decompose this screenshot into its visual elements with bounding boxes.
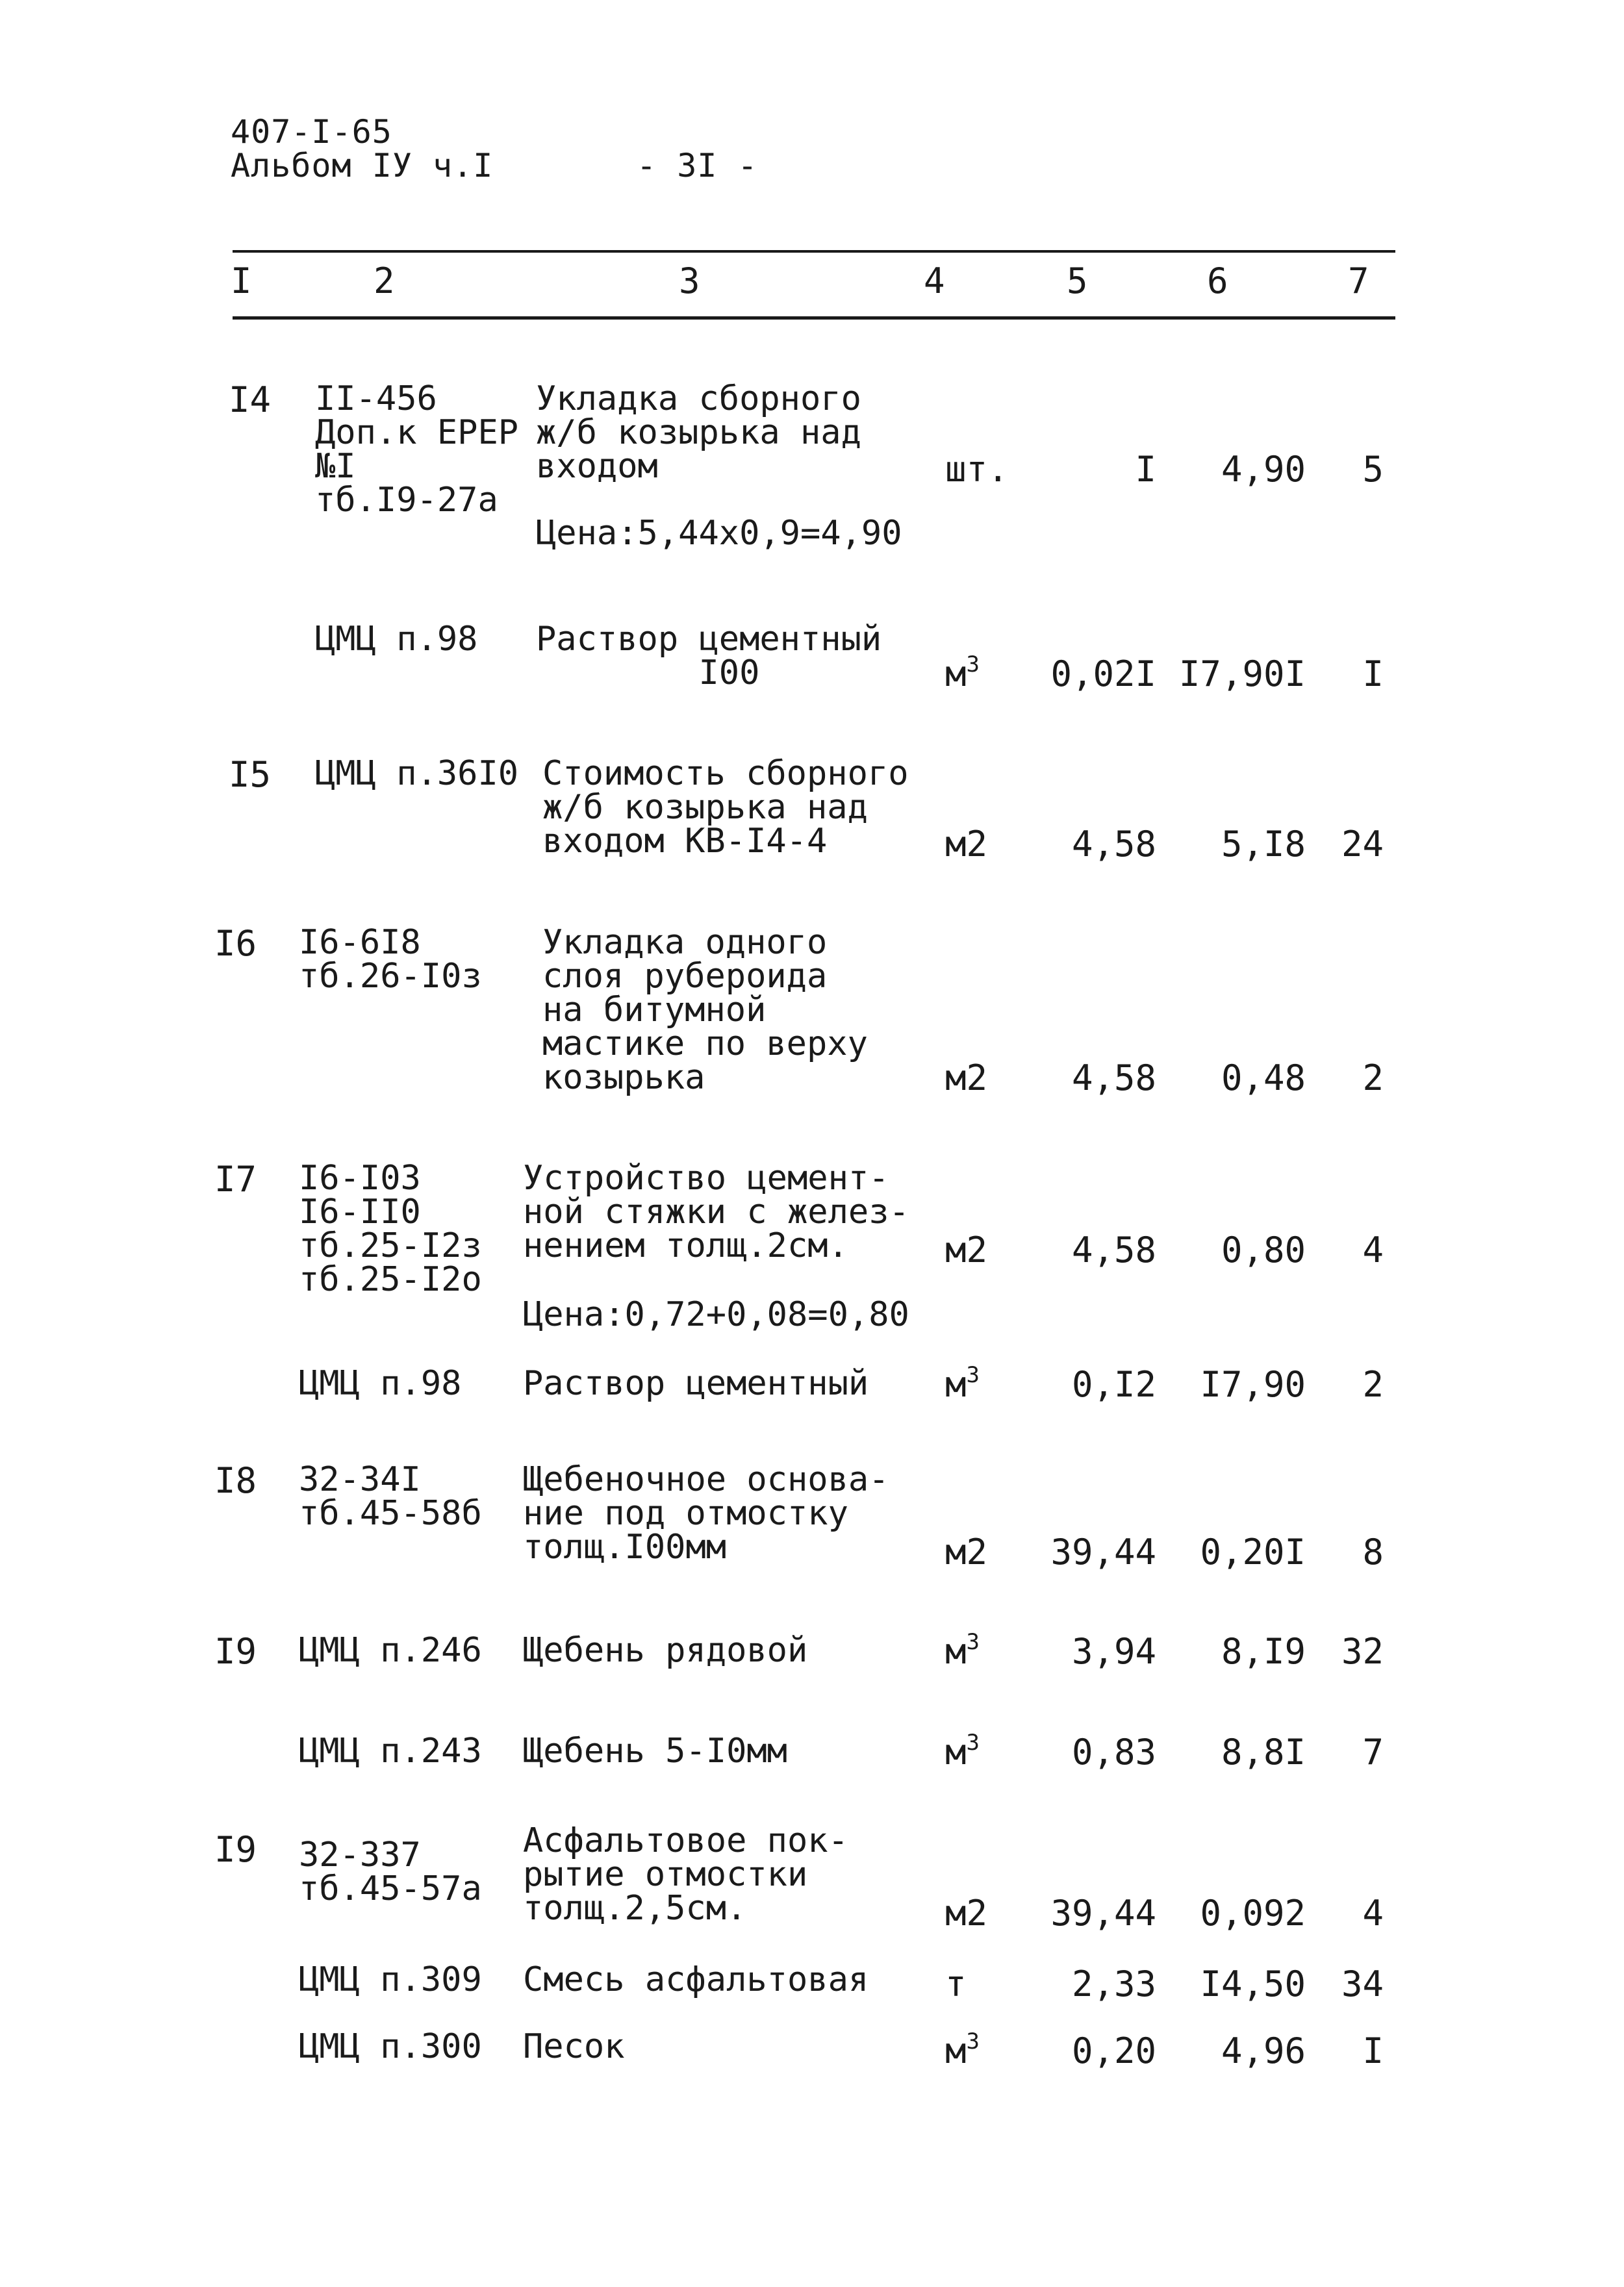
row-description: Стоимость сборного ж/б козырька над входом КВ-I4-4 [542, 754, 909, 861]
row-unit: м2 [945, 824, 988, 865]
row-unit: $м^3$ [945, 1629, 980, 1672]
row-description: Щебень рядовой [523, 1631, 808, 1670]
row-quantity: 0,02I [1050, 653, 1156, 694]
row-total: 32 [1341, 1631, 1384, 1672]
column-header-1: I [231, 260, 252, 301]
row-unit: $м^3$ [945, 1362, 980, 1405]
row-unit-price: I7,90 [1200, 1364, 1306, 1405]
row-unit-price: 5,I8 [1221, 824, 1306, 865]
row-unit-price: 4,96 [1221, 2030, 1306, 2071]
row-unit-price: 8,8I [1221, 1732, 1306, 1773]
row-unit-price: 0,80 [1221, 1230, 1306, 1270]
document-code: 407-I-65 [231, 113, 392, 151]
row-code: ЦМЦ п.300 [299, 2027, 482, 2066]
unit-superscript: 3 [966, 1362, 980, 1388]
row-unit: м2 [945, 1532, 988, 1573]
row-total: 8 [1362, 1532, 1384, 1573]
row-unit-price: 8,I9 [1221, 1631, 1306, 1672]
row-code: I6-I03 I6-II0 тб.25-I2з тб.25-I2о [299, 1159, 482, 1299]
row-quantity: 3,94 [1071, 1631, 1156, 1672]
row-quantity: 4,58 [1071, 1230, 1156, 1270]
row-total: 4 [1362, 1230, 1384, 1270]
row-quantity: 0,20 [1071, 2030, 1156, 2071]
row-unit: шт. [945, 449, 1009, 490]
row-number: I8 [214, 1460, 257, 1501]
row-unit: м2 [945, 1230, 988, 1270]
row-description: Раствор цементный [523, 1364, 869, 1403]
unit-superscript: 3 [966, 1629, 980, 1655]
table-header-rule [233, 316, 1395, 320]
row-code: ЦМЦ п.98 [315, 620, 478, 659]
row-total: I [1362, 653, 1384, 694]
row-code: I6-6I8 тб.26-I0з [299, 923, 482, 996]
row-number: I4 [229, 379, 272, 420]
row-description: Раствор цементный I00 [536, 620, 882, 692]
column-header-6: 6 [1207, 260, 1228, 301]
row-unit: $м^3$ [945, 2028, 980, 2071]
column-header-7: 7 [1348, 260, 1369, 301]
row-total: 34 [1341, 1964, 1384, 2004]
row-quantity: I [1135, 449, 1156, 490]
row-description: Укладка одного слоя рубероида на битумной мастике по верху козырька [542, 923, 868, 1097]
row-description: Устройство цемент- ной стяжки с желез- нением толщ.2см. [523, 1159, 909, 1265]
row-total: 24 [1341, 824, 1384, 865]
row-number: I7 [214, 1159, 257, 1200]
column-header-3: 3 [679, 260, 700, 301]
unit-superscript: 3 [966, 651, 980, 677]
row-number: I9 [214, 1631, 257, 1672]
row-quantity: 2,33 [1071, 1964, 1156, 2004]
row-code: ЦМЦ п.246 [299, 1631, 482, 1670]
row-unit: м2 [945, 1057, 988, 1098]
row-unit-price: 0,48 [1221, 1057, 1306, 1098]
row-unit-price: 0,20I [1200, 1532, 1306, 1573]
row-number: I5 [229, 754, 272, 795]
row-unit: т [945, 1964, 967, 2004]
row-total: I [1362, 2030, 1384, 2071]
row-quantity: 0,I2 [1071, 1364, 1156, 1405]
row-unit: м2 [945, 1893, 988, 1934]
table-top-rule [233, 250, 1395, 253]
row-total: 2 [1362, 1364, 1384, 1405]
row-code: ЦМЦ п.243 [299, 1732, 482, 1771]
row-total: 5 [1362, 449, 1384, 490]
column-header-5: 5 [1067, 260, 1088, 301]
row-quantity: 39,44 [1050, 1893, 1156, 1934]
row-description: Песок [523, 2027, 625, 2066]
column-header-4: 4 [924, 260, 945, 301]
row-description: Щебень 5-I0мм [523, 1732, 787, 1771]
row-total: 2 [1362, 1057, 1384, 1098]
album-label: Альбом IУ ч.I [231, 147, 494, 184]
row-code: 32-34I тб.45-58б [299, 1460, 482, 1533]
row-price-note: Цена:5,44х0,9=4,90 [536, 514, 902, 553]
row-number: I9 [214, 1829, 257, 1870]
row-code: 32-337 тб.45-57а [299, 1836, 482, 1908]
row-unit-price: I4,50 [1200, 1964, 1306, 2004]
row-quantity: 0,83 [1071, 1732, 1156, 1773]
row-description: Смесь асфальтовая [523, 1960, 869, 1999]
row-code: II-456 Доп.к ЕРЕР №I тб.I9-27а [315, 379, 519, 520]
page-number: - 3I - [637, 147, 758, 184]
row-unit-price: 0,092 [1200, 1893, 1306, 1934]
column-header-2: 2 [374, 260, 395, 301]
row-description: Укладка сборного ж/б козырька над входом [536, 379, 861, 486]
row-price-note: Цена:0,72+0,08=0,80 [523, 1295, 909, 1334]
row-unit-price: 4,90 [1221, 449, 1306, 490]
row-quantity: 4,58 [1071, 1057, 1156, 1098]
row-total: 4 [1362, 1893, 1384, 1934]
unit-superscript: 3 [966, 1730, 980, 1756]
row-quantity: 4,58 [1071, 824, 1156, 865]
row-description: Щебеночное основа- ние под отмостку толщ.I00мм [523, 1460, 889, 1567]
row-unit: $м^3$ [945, 651, 980, 694]
unit-superscript: 3 [966, 2028, 980, 2054]
row-unit-price: I7,90I [1178, 653, 1306, 694]
row-code: ЦМЦ п.309 [299, 1960, 482, 1999]
row-total: 7 [1362, 1732, 1384, 1773]
row-description: Асфальтовое пок- рытие отмостки толщ.2,5см. [523, 1821, 848, 1928]
row-code: ЦМЦ п.36I0 [315, 754, 519, 793]
row-unit: $м^3$ [945, 1730, 980, 1773]
row-quantity: 39,44 [1050, 1532, 1156, 1573]
row-number: I6 [214, 923, 257, 964]
row-code: ЦМЦ п.98 [299, 1364, 462, 1403]
